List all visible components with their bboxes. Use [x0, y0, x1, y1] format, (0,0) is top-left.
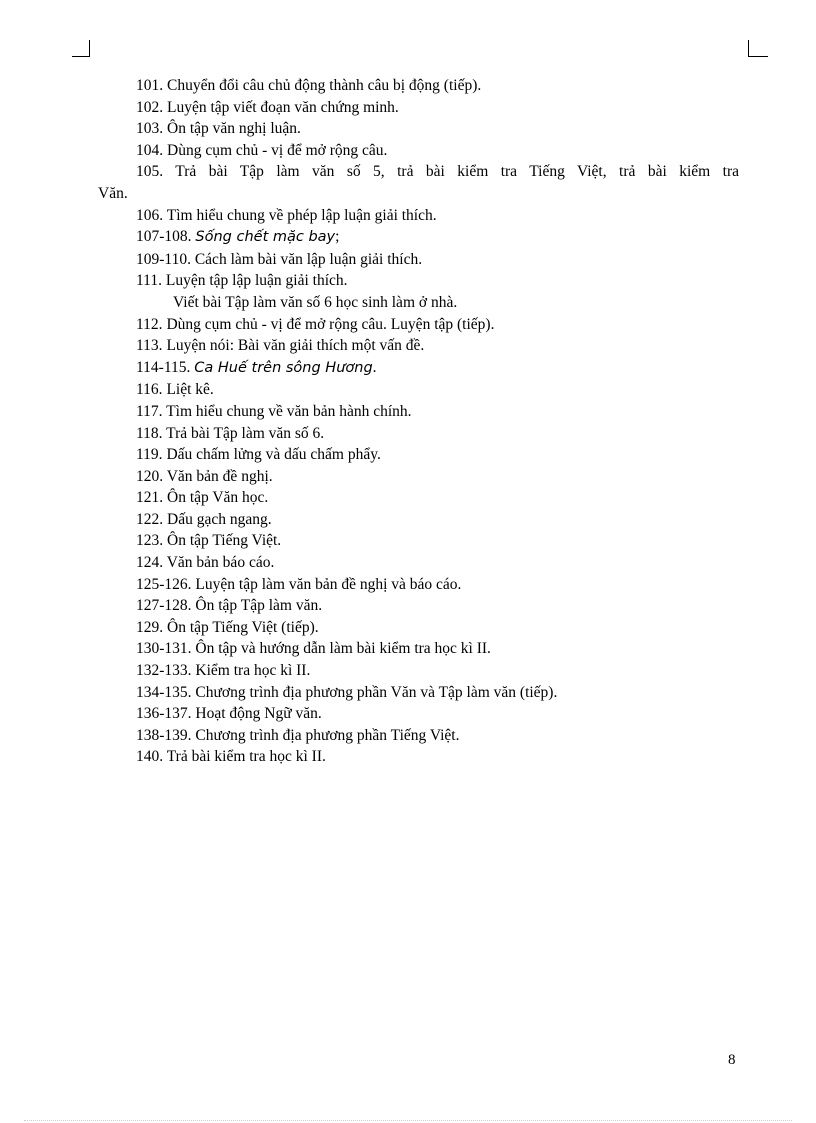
list-item-line	[98, 444, 739, 466]
list-item-line	[98, 118, 739, 140]
lesson-title: Trả bài Tập làm văn số 6.	[166, 424, 325, 442]
list-item-line	[98, 466, 739, 488]
crop-mark-top-right-v	[748, 40, 749, 56]
lesson-number: 125-126.	[136, 575, 192, 593]
list-item	[98, 335, 739, 357]
lesson-title: Dùng cụm chủ - vị để mở rộng câu.	[167, 141, 388, 159]
lesson-title-italic: Ca Huế trên sông Hương	[194, 359, 373, 376]
list-item-line	[98, 379, 739, 401]
list-item	[98, 357, 739, 380]
lesson-title: Hoạt động Ngữ văn.	[195, 705, 322, 723]
list-item-line	[98, 270, 739, 292]
list-item-line	[98, 660, 739, 682]
list-item-line	[98, 617, 739, 639]
lesson-title: Ôn tập văn nghị luận.	[167, 120, 301, 138]
lesson-title: Luyện nói: Bài văn giải thích một vấn đề.	[166, 337, 425, 355]
list-item	[98, 205, 739, 227]
list-item	[98, 444, 739, 466]
list-item	[98, 97, 739, 119]
list-item-line	[98, 574, 739, 596]
list-item	[98, 574, 739, 596]
lesson-title: Văn bản báo cáo.	[166, 554, 275, 572]
list-item	[98, 638, 739, 660]
lesson-title: Tìm hiểu chung về văn bản hành chính.	[166, 402, 412, 420]
list-item	[98, 487, 739, 509]
lesson-title: Luyện tập viết đoạn văn chứng minh.	[167, 98, 399, 116]
list-item-line	[98, 140, 739, 162]
crop-mark-top-right-h	[748, 56, 768, 57]
lesson-title: ;	[335, 228, 340, 246]
list-item-line	[98, 335, 739, 357]
lesson-number: 136-137.	[136, 705, 192, 723]
lesson-title: Trả bài kiểm tra học kì II.	[166, 748, 326, 766]
list-item-line	[98, 357, 739, 380]
crop-mark-top-left-v	[89, 40, 90, 56]
list-item-line	[98, 530, 739, 552]
lesson-title: Trả bài Tập làm văn số 5, trả bài kiểm tra Tiếng Việt, trả bài kiểm tra	[175, 163, 739, 181]
lesson-title: Ôn tập Tiếng Việt (tiếp).	[167, 618, 319, 636]
lesson-title-continuation: Văn.	[98, 184, 128, 202]
list-item-line	[98, 725, 739, 747]
list-item-line	[98, 97, 739, 119]
list-item	[98, 595, 739, 617]
lesson-title: Chuyển đổi câu chủ động thành câu bị động (tiếp).	[167, 77, 482, 94]
list-item	[98, 226, 739, 249]
list-item	[98, 466, 739, 488]
lesson-title: Ôn tập Văn học.	[167, 489, 269, 507]
lesson-number: 105.	[136, 163, 164, 181]
lesson-number: 111.	[136, 272, 162, 290]
lesson-number: 134-135.	[136, 683, 192, 701]
lesson-number: 120.	[136, 467, 164, 485]
list-item	[98, 75, 739, 97]
list-item	[98, 725, 739, 747]
list-item-line	[98, 552, 739, 574]
lesson-title: Kiểm tra học kì II.	[195, 662, 311, 680]
list-item-line	[98, 682, 739, 704]
lesson-number: 130-131.	[136, 640, 192, 658]
lesson-number: 104.	[136, 141, 164, 159]
lesson-number: 103.	[136, 120, 164, 138]
page-bottom-divider	[24, 1120, 792, 1121]
lesson-number: 107-108.	[136, 228, 192, 246]
lesson-number: 121.	[136, 489, 164, 507]
lesson-title: Ôn tập Tiếng Việt.	[167, 532, 282, 550]
lesson-number: 140.	[136, 748, 164, 766]
list-item	[98, 617, 739, 639]
lesson-number: 129.	[136, 618, 164, 636]
lesson-title: Liệt kê.	[166, 381, 214, 399]
lesson-title: .	[372, 358, 377, 376]
list-item-line	[98, 75, 739, 97]
list-item	[98, 118, 739, 140]
lesson-title: Văn bản đề nghị.	[166, 467, 273, 485]
list-item	[98, 703, 739, 725]
lesson-number: 138-139.	[136, 726, 192, 744]
lesson-title: Dùng cụm chủ - vị để mở rộng câu. Luyện tập (tiếp).	[166, 315, 495, 333]
list-item	[98, 746, 739, 768]
lesson-number: 114-115.	[136, 358, 191, 376]
lesson-title: Luyện tập lập luận giải thích.	[165, 272, 348, 290]
list-item-line	[98, 205, 739, 227]
lesson-number: 123.	[136, 532, 164, 550]
list-item-line	[98, 314, 739, 336]
lesson-number: 124.	[136, 554, 164, 572]
list-item-line	[98, 423, 739, 445]
lesson-number: 116.	[136, 381, 163, 399]
lesson-number: 101.	[136, 77, 164, 94]
list-item	[98, 140, 739, 162]
lesson-title: Ôn tập Tập làm văn.	[195, 597, 323, 615]
list-item	[98, 401, 739, 423]
list-item	[98, 660, 739, 682]
lesson-number: 118.	[136, 424, 163, 442]
lesson-title: Ôn tập và hướng dẫn làm bài kiểm tra học kì II.	[195, 640, 491, 658]
list-item-line	[98, 226, 739, 249]
list-item-line	[98, 401, 739, 423]
page-number: 8	[728, 1052, 736, 1068]
lesson-title-italic: Sống chết mặc bay	[195, 229, 336, 246]
list-item	[98, 379, 739, 401]
lesson-title: Luyện tập làm văn bản đề nghị và báo cáo.	[195, 575, 462, 593]
list-item-line	[98, 249, 739, 271]
list-item	[98, 314, 739, 336]
lesson-number: 127-128.	[136, 597, 192, 615]
list-item	[98, 552, 739, 574]
lesson-number: 112.	[136, 315, 163, 333]
lesson-sub-line: Viết bài Tập làm văn số 6 học sinh làm ở nhà.	[173, 293, 458, 311]
lesson-number: 132-133.	[136, 662, 192, 680]
list-item-line	[98, 746, 739, 768]
lesson-number: 119.	[136, 446, 163, 464]
lesson-number: 106.	[136, 206, 164, 224]
list-item-line	[98, 595, 739, 617]
lesson-list	[98, 75, 739, 768]
lesson-number: 113.	[136, 337, 163, 355]
lesson-title: Tìm hiểu chung về phép lập luận giải thích.	[166, 206, 437, 224]
list-item	[98, 249, 739, 271]
lesson-number: 109-110.	[136, 250, 191, 268]
lesson-number: 102.	[136, 98, 164, 116]
list-item-line	[98, 703, 739, 725]
lesson-number: 117.	[136, 402, 163, 420]
lesson-title: Chương trình địa phương phần Văn và Tập làm văn (tiếp).	[195, 683, 558, 701]
lesson-title: Dấu chấm lửng và dấu chấm phẩy.	[166, 446, 381, 464]
list-item	[98, 270, 739, 313]
list-item-line	[98, 487, 739, 509]
list-item	[98, 682, 739, 704]
list-item	[98, 161, 739, 204]
lesson-title: Cách làm bài văn lập luận giải thích.	[194, 250, 423, 268]
list-item-line	[98, 509, 739, 531]
lesson-title: Chương trình địa phương phần Tiếng Việt.	[195, 726, 460, 744]
crop-mark-top-left-h	[72, 56, 90, 57]
list-item	[98, 530, 739, 552]
list-item-line	[98, 161, 739, 183]
lesson-number: 122.	[136, 510, 164, 528]
list-item	[98, 509, 739, 531]
list-item-line	[98, 638, 739, 660]
lesson-title: Dấu gạch ngang.	[167, 510, 272, 528]
list-item	[98, 423, 739, 445]
